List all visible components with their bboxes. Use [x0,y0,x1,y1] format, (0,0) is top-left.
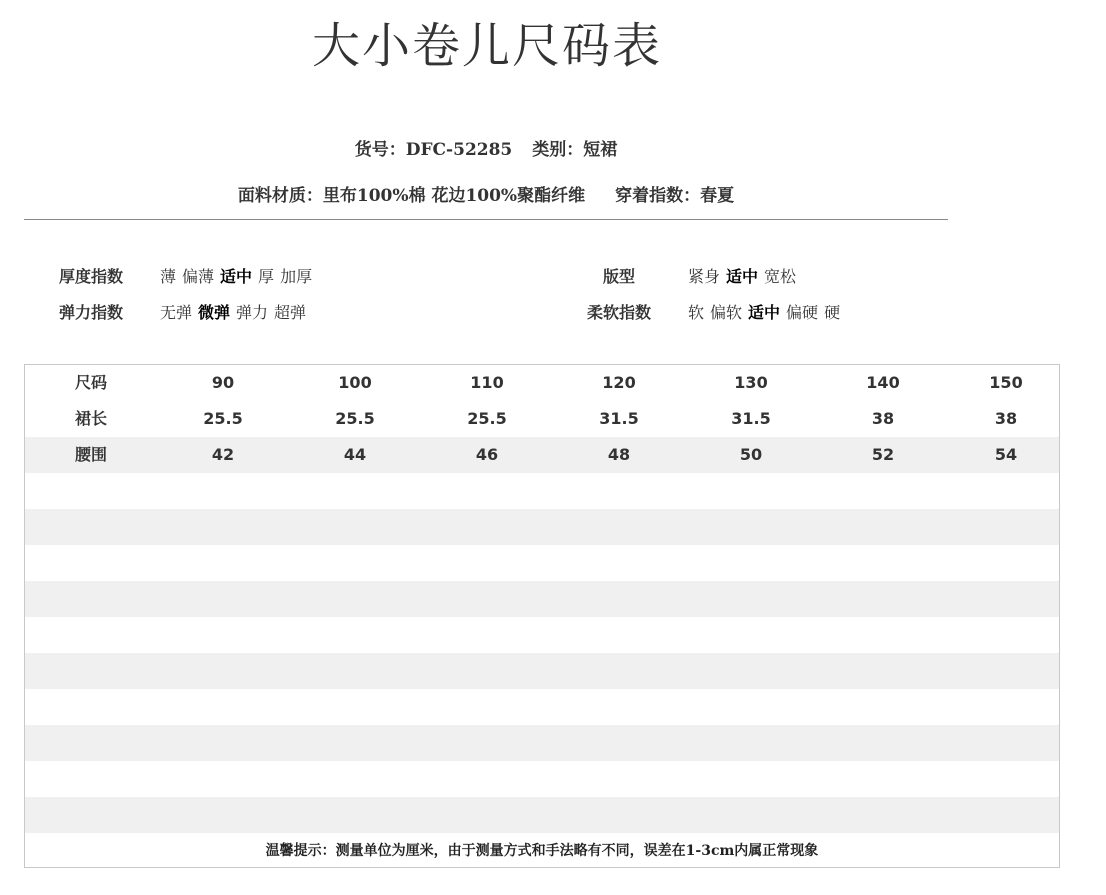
fit-option: 紧身 [688,267,721,286]
table-cell: 38 [871,409,895,428]
elasticity-option: 弹力 [236,303,269,322]
softness-option: 偏硬 [786,303,819,322]
divider [24,219,948,220]
table-cell: 150 [989,373,1023,392]
item-number: 货号：DFC-52285 [354,140,513,160]
elasticity-option: 无弹 [160,303,193,322]
table-cell: 130 [734,373,768,392]
table-row [25,653,1059,689]
table-row [25,545,1059,581]
table-cell: 48 [607,445,631,464]
table-row [25,617,1059,653]
fit-option: 适中 [726,267,759,286]
thickness-option: 适中 [220,267,253,286]
product-meta-line-1 [24,135,948,160]
table-row [25,437,1059,473]
fit-label: 版型 [602,267,635,286]
row-label: 尺码 [74,373,107,392]
table-row [25,473,1059,509]
elasticity-option: 微弹 [198,303,231,322]
table-cell: 25.5 [335,409,375,428]
thickness-option: 厚 [258,267,275,286]
table-cell: 140 [866,373,900,392]
table-cell: 42 [211,445,235,464]
softness-options [688,300,846,323]
table-cell: 46 [475,445,499,464]
fit-option: 宽松 [764,267,797,286]
table-cell: 25.5 [203,409,243,428]
table-cell: 38 [994,409,1018,428]
table-cell: 50 [739,445,763,464]
softness-option: 偏软 [710,303,743,322]
thickness-label: 厚度指数 [58,267,123,286]
table-cell: 100 [338,373,372,392]
table-row [25,725,1059,761]
thickness-option: 薄 [160,267,177,286]
page-title: 大小卷儿尺码表 [312,18,663,74]
table-row [25,581,1059,617]
table-row [25,761,1059,797]
thickness-option: 加厚 [280,267,313,286]
row-label: 腰围 [74,445,107,464]
season-index: 穿着指数：春夏 [615,186,735,206]
thickness-option: 偏薄 [182,267,215,286]
material: 面料材质：里布100%棉 花边100%聚酯纤维 [237,186,586,206]
table-cell: 25.5 [467,409,507,428]
table-cell: 52 [871,445,895,464]
table-row [25,401,1059,437]
softness-option: 适中 [748,303,781,322]
table-cell: 54 [994,445,1018,464]
size-table [24,364,1060,868]
table-row [25,509,1059,545]
category: 类别：短裙 [532,140,618,160]
table-cell: 31.5 [731,409,771,428]
softness-label: 柔软指数 [586,303,651,322]
table-cell: 110 [470,373,504,392]
table-row [25,689,1059,725]
elasticity-option: 超弹 [274,303,307,322]
elasticity-options [160,300,312,323]
softness-option: 硬 [824,303,841,322]
footer-note: 温馨提示：测量单位为厘米，由于测量方式和手法略有不同，误差在1-3cm内属正常现象 [265,843,819,859]
elasticity-label: 弹力指数 [58,303,123,322]
row-label: 裙长 [74,409,107,428]
table-cell: 90 [211,373,235,392]
table-cell: 31.5 [599,409,639,428]
product-meta-line-2 [24,181,948,206]
softness-option: 软 [688,303,705,322]
table-cell: 120 [602,373,636,392]
table-row [25,797,1059,833]
table-row [25,365,1059,401]
fit-options [688,264,802,287]
table-cell: 44 [343,445,367,464]
thickness-options [160,264,318,287]
